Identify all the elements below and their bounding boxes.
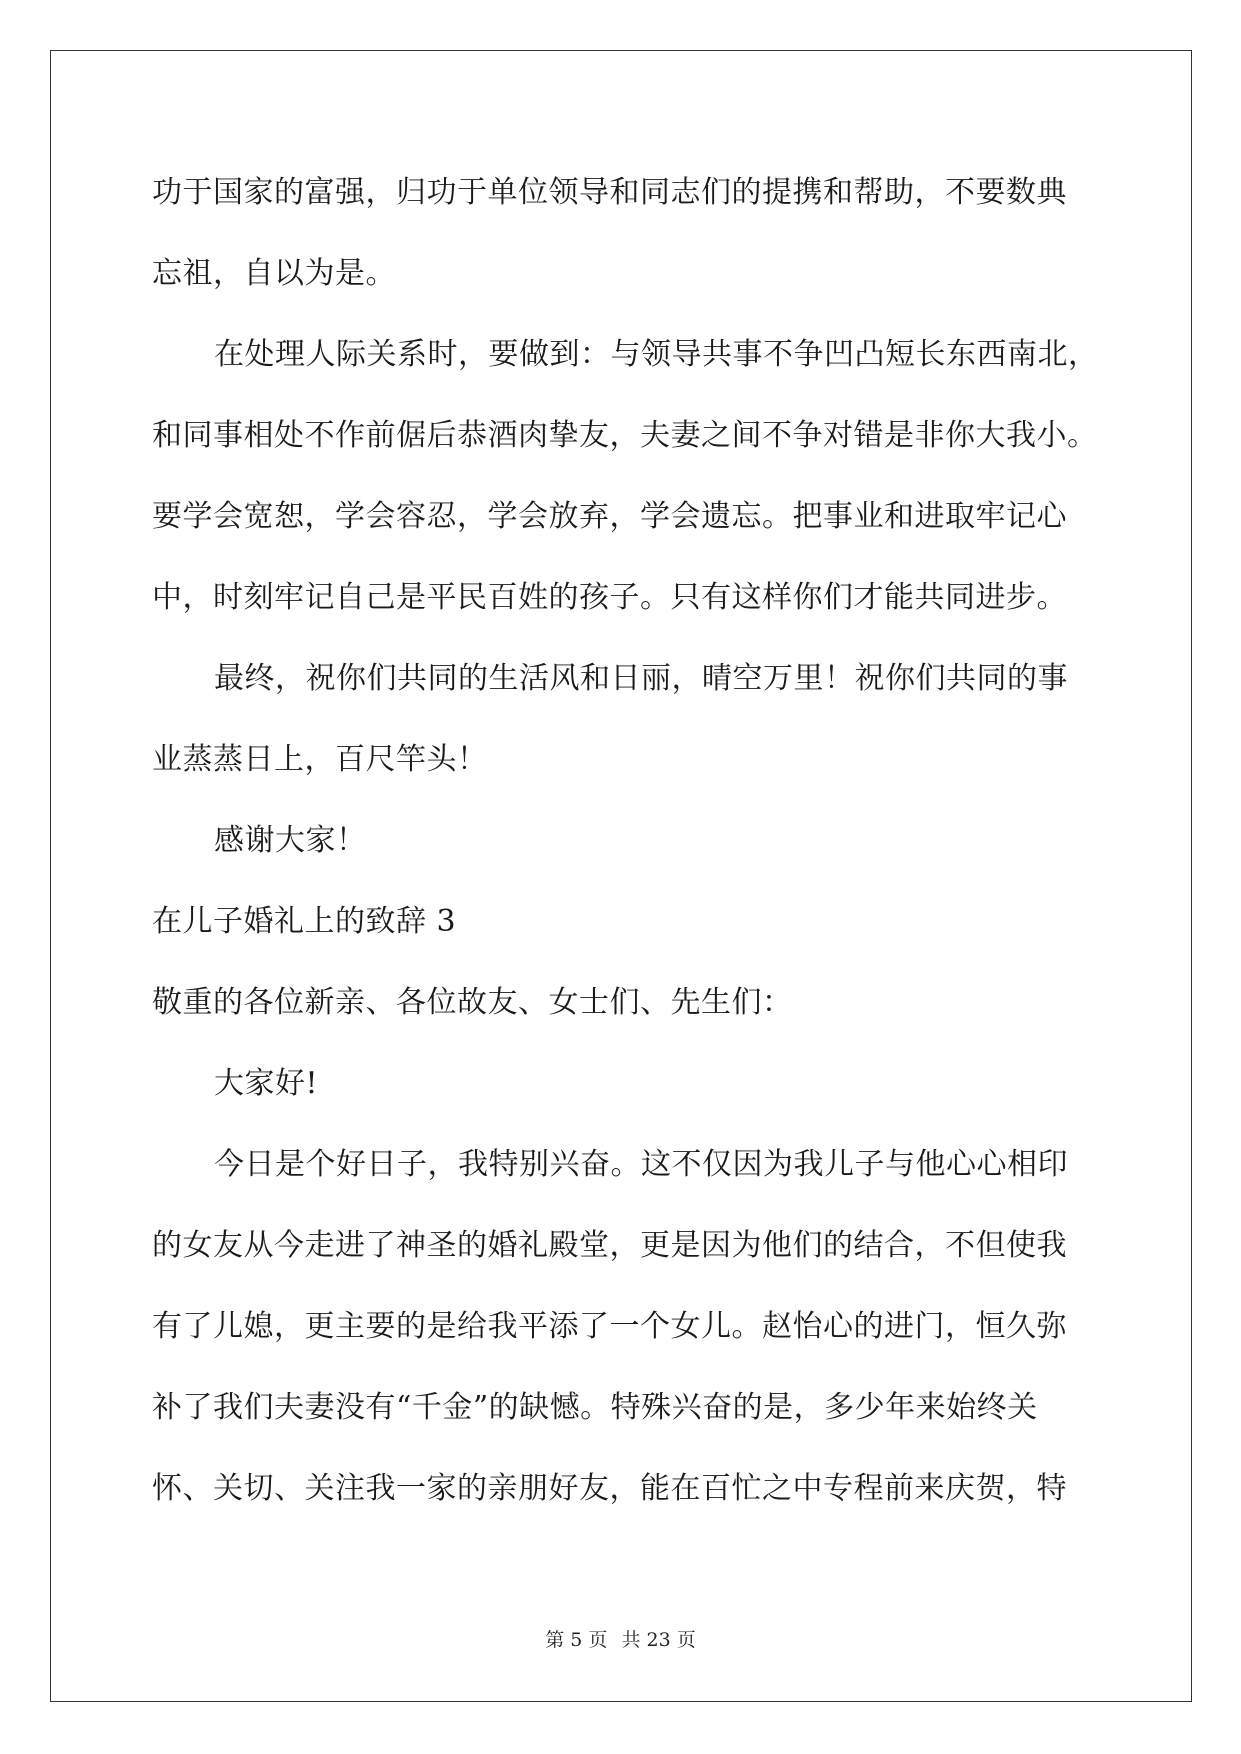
text-line: 业蒸蒸日上，百尺竿头！: [152, 742, 488, 777]
text-line: 忘祖，自以为是。: [152, 256, 396, 291]
text-line: 和同事相处不作前倨后恭酒肉挚友，夫妻之间不争对错是非你大我小。: [152, 418, 1098, 453]
text-line: 要学会宽恕，学会容忍，学会放弃，学会遗忘。把事业和进取牢记心: [152, 499, 1067, 534]
text-line: 今日是个好日子，我特别兴奋。这不仅因为我儿子与他心心相印: [214, 1147, 1068, 1182]
page-total: 共 23 页: [621, 1629, 696, 1651]
text-line: 补了我们夫妻没有“千金”的缺憾。特殊兴奋的是，多少年来始终关: [152, 1390, 1038, 1425]
document-body: [152, 157, 1099, 1534]
text-line: 在处理人际关系时，要做到：与领导共事不争凹凸短长东西南北，: [214, 337, 1099, 372]
text-line: 的女友从今走进了神圣的婚礼殿堂，更是因为他们的结合，不但使我: [152, 1228, 1067, 1263]
text-line: 怀、关切、关注我一家的亲朋好友，能在百忙之中专程前来庆贺，特: [152, 1471, 1067, 1506]
page-footer: [0, 1628, 1241, 1652]
text-line: 中，时刻牢记自己是平民百姓的孩子。只有这样你们才能共同进步。: [152, 580, 1067, 615]
section-title: 在儿子婚礼上的致辞 3: [152, 904, 457, 939]
greeting-line: 大家好!: [214, 1066, 319, 1101]
salutation-line: 敬重的各位新亲、各位故友、女士们、先生们：: [152, 985, 793, 1020]
text-line: 感谢大家！: [214, 823, 367, 858]
text-line: 有了儿媳，更主要的是给我平添了一个女儿。赵怡心的进门，恒久弥: [152, 1309, 1067, 1344]
text-line: 最终，祝你们共同的生活风和日丽，晴空万里！祝你们共同的事: [214, 661, 1068, 696]
text-line: 功于国家的富强，归功于单位领导和同志们的提携和帮助，不要数典: [152, 175, 1067, 210]
page-number: 第 5 页: [545, 1629, 608, 1651]
